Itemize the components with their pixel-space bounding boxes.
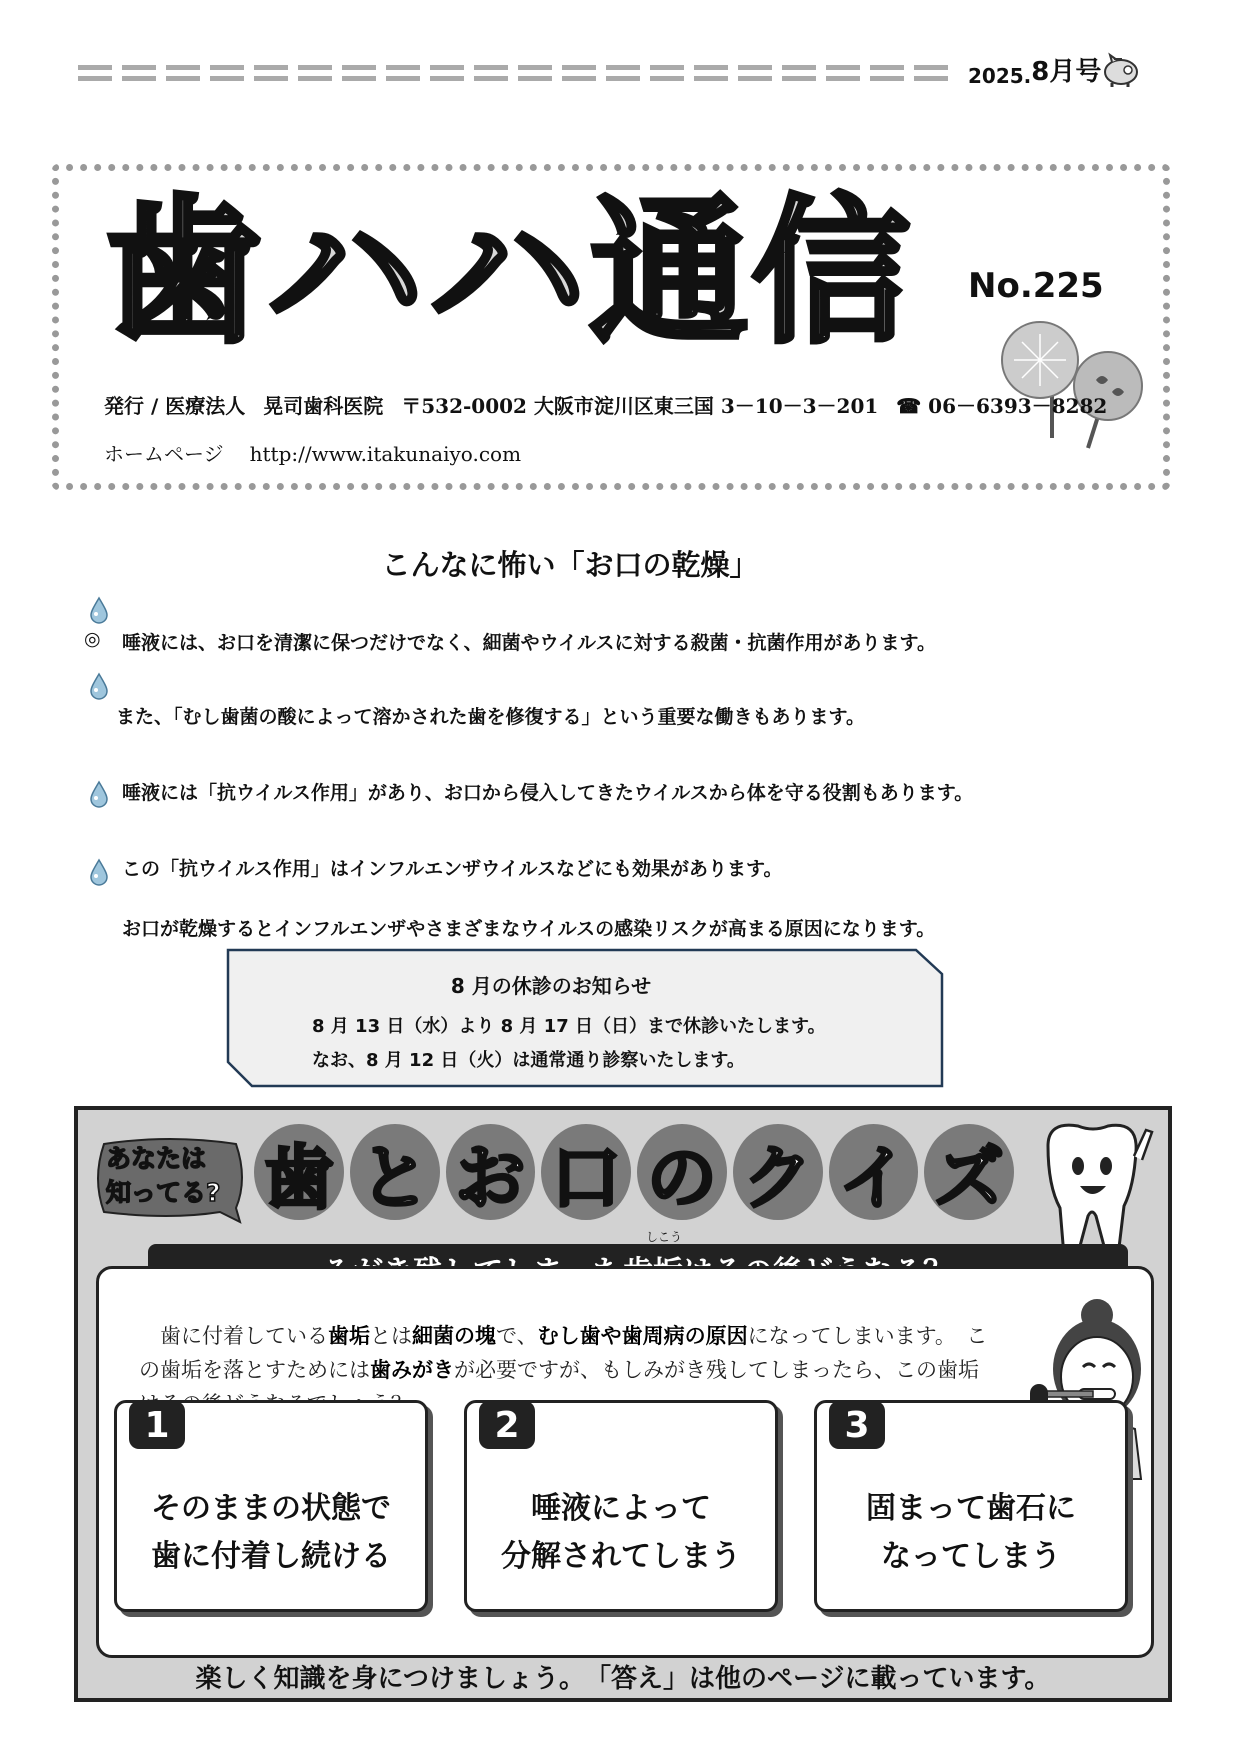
intro-bold: むし歯や歯周病の原因 bbox=[537, 1324, 748, 1348]
option-line: そのままの状態で bbox=[151, 1491, 391, 1526]
issue-month: 8月号 bbox=[1031, 57, 1102, 87]
intro-bold: 細菌の塊 bbox=[412, 1324, 496, 1348]
article-title: こんなに怖い「お口の乾燥」 bbox=[381, 548, 759, 582]
article-paragraph: この「抗ウイルス作用」はインフルエンザウイルスなどにも効果があります。 bbox=[122, 858, 783, 880]
answer-option-3[interactable] bbox=[814, 1400, 1128, 1612]
quiz-title-char: ズ bbox=[924, 1124, 1014, 1220]
option-number: 3 bbox=[829, 1401, 885, 1449]
quiz-badge-line-1: あなたは bbox=[106, 1144, 207, 1173]
closure-notice bbox=[226, 948, 944, 1088]
option-line: 固まって歯石に bbox=[866, 1491, 1076, 1526]
quiz-title-char: 口 bbox=[541, 1124, 631, 1220]
water-drop-icon bbox=[88, 858, 110, 886]
answer-option-1[interactable] bbox=[114, 1400, 428, 1612]
intro-part: とは bbox=[370, 1324, 412, 1348]
option-text bbox=[117, 1485, 425, 1581]
top-rule bbox=[78, 65, 958, 81]
option-line: なってしまう bbox=[881, 1539, 1061, 1574]
option-number: 1 bbox=[129, 1401, 185, 1449]
quiz-badge bbox=[106, 1142, 236, 1210]
intro-bold: 歯みがき bbox=[370, 1358, 454, 1382]
publisher-info bbox=[104, 390, 1108, 418]
option-line: 唾液によって bbox=[531, 1491, 711, 1526]
quiz-section bbox=[74, 1106, 1172, 1702]
intro-part: が必要ですが、もしみがき残してしまったら、この歯垢 bbox=[454, 1358, 979, 1382]
notice-line-2: なお、8 月 12 日（火）は通常通り診察いたします。 bbox=[312, 1050, 745, 1071]
article-paragraph: 唾液には、お口を清潔に保つだけでなく、細菌やウイルスに対する殺菌・抗菌作用があります。 bbox=[122, 632, 936, 654]
intro-bold: 歯垢 bbox=[328, 1324, 370, 1348]
quiz-title-char: の bbox=[637, 1124, 727, 1220]
homepage-label: ホームページ bbox=[104, 442, 224, 466]
homepage-info bbox=[104, 438, 704, 466]
homepage-url[interactable]: http://www.itakunaiyo.com bbox=[249, 442, 522, 466]
answer-option-2[interactable] bbox=[464, 1400, 778, 1612]
issue-number: No.225 bbox=[968, 266, 1104, 306]
quiz-title-char: イ bbox=[829, 1124, 919, 1220]
article-paragraph: また、「むし歯菌の酸によって溶かされた歯を修復する」という重要な働きもあります。 bbox=[116, 706, 865, 728]
article-paragraph: 唾液には「抗ウイルス作用」があり、お口から侵入してきたウイルスから体を守る役割もあります。 bbox=[122, 782, 974, 804]
truncated-paragraph bbox=[122, 918, 936, 940]
notice-line-1: 8 月 13 日（水）より 8 月 17 日（日）まで休診いたします。 bbox=[312, 1016, 826, 1037]
uchiwa-fans-icon bbox=[996, 320, 1156, 450]
intro-part: 歯に付着している bbox=[160, 1324, 328, 1348]
option-number: 2 bbox=[479, 1401, 535, 1449]
publisher-label: 発行 / 医療法人 bbox=[104, 394, 246, 418]
intro-part: になってしまいます。 この歯垢を落とすためには bbox=[139, 1324, 988, 1382]
masthead-title: 歯ハハ通信 bbox=[104, 181, 914, 365]
quiz-title-char: と bbox=[350, 1124, 440, 1220]
clinic-phone: ☎ 06－6393－8282 bbox=[896, 394, 1108, 418]
clinic-name: 晃司歯科医院 bbox=[263, 394, 384, 418]
issue-year: 2025. bbox=[968, 64, 1032, 88]
piggy-bank-icon bbox=[1100, 50, 1140, 88]
quiz-badge-line-2: 知ってる? bbox=[106, 1178, 221, 1207]
water-drop-icon bbox=[88, 672, 110, 700]
option-text bbox=[467, 1485, 775, 1581]
truncated-paragraph-text: お口が乾燥するとインフルエンザやさまざまなウイルスの感染リスクが高まる原因になります。 bbox=[122, 918, 936, 940]
option-line: 歯に付着し続ける bbox=[151, 1539, 391, 1574]
water-drop-icon bbox=[88, 596, 110, 624]
quiz-footer: 楽しく知識を身につけましょう。 「答え」は他のページに載っています。 bbox=[195, 1664, 1051, 1694]
quiz-title bbox=[254, 1124, 1014, 1234]
clinic-address: 〒532-0002 大阪市淀川区東三国 3－10－3－201 bbox=[401, 394, 879, 418]
question-ruby: しこう bbox=[646, 1230, 683, 1244]
quiz-title-char: お bbox=[446, 1124, 536, 1220]
quiz-title-char: 歯 bbox=[254, 1124, 344, 1220]
bullet-mark: ◎ bbox=[84, 628, 101, 650]
notice-title: 8 月の休診のお知らせ bbox=[450, 974, 652, 998]
quiz-title-char: ク bbox=[733, 1124, 823, 1220]
intro-part: で、 bbox=[496, 1324, 538, 1348]
option-text bbox=[817, 1485, 1125, 1581]
option-line: 分解されてしまう bbox=[501, 1539, 741, 1574]
water-drop-icon bbox=[88, 780, 110, 808]
